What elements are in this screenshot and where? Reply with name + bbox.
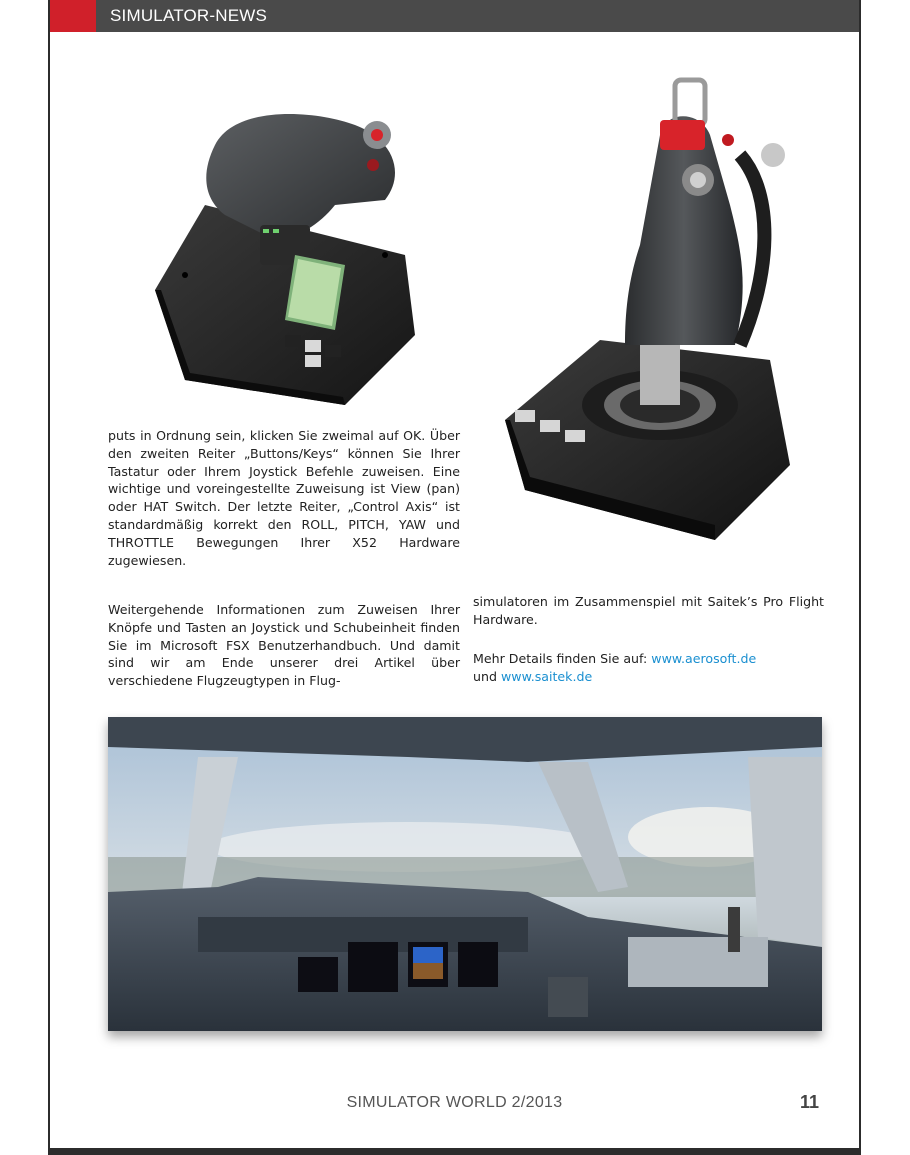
magazine-page bbox=[48, 0, 861, 1150]
magazine-issue: SIMULATOR WORLD 2/2013 bbox=[346, 1094, 563, 1111]
saitek-link[interactable]: www.saitek.de bbox=[500, 668, 593, 684]
article-paragraph: Weitergehende Informationen zum Zuweisen Ihrer Knöpfe und Tasten an Joystick und Schubeinheit finden Sie im Microsoft FSX Benutzerhandbuch. Und damit sind wir am Ende unserer drei Artikel über verschiedene Flugzeugtypen in Flug- bbox=[108, 602, 460, 689]
page-number: 11 bbox=[799, 1092, 819, 1112]
details-paragraph bbox=[473, 650, 824, 686]
x52-throttle-photo bbox=[145, 105, 425, 410]
page-edge-shadow bbox=[48, 1148, 861, 1155]
article-paragraph: simulatoren im Zusammenspiel mit Saitek’s Pro Flight Hardware. bbox=[473, 594, 824, 627]
details-prefix: Mehr Details finden Sie auf: bbox=[473, 651, 652, 666]
section-header bbox=[50, 0, 859, 32]
details-conjunction: und bbox=[473, 668, 501, 684]
section-accent-block bbox=[50, 0, 96, 32]
aerosoft-link[interactable]: www.aerosoft.de bbox=[651, 651, 757, 666]
article-paragraph: puts in Ordnung sein, klicken Sie zweimal auf OK. Über den zweiten Reiter „Buttons/Keys“ können Sie Ihrer Tastatur oder Ihrem Joystick Befehle zuweisen. Eine wichtige und voreingestellte Zuweisung ist View (pan) oder HAT Switch. Der letzte Reiter, „Control Axis“ ist standardmäßig korrekt den ROLL, PITCH, YAW und THROTTLE Bewegungen Ihrer X52 Hardware zugewiesen. bbox=[108, 428, 460, 568]
section-title: SIMULATOR-NEWS bbox=[110, 6, 268, 25]
a320-cockpit-screenshot bbox=[108, 717, 822, 1031]
x52-joystick-photo bbox=[490, 75, 800, 540]
